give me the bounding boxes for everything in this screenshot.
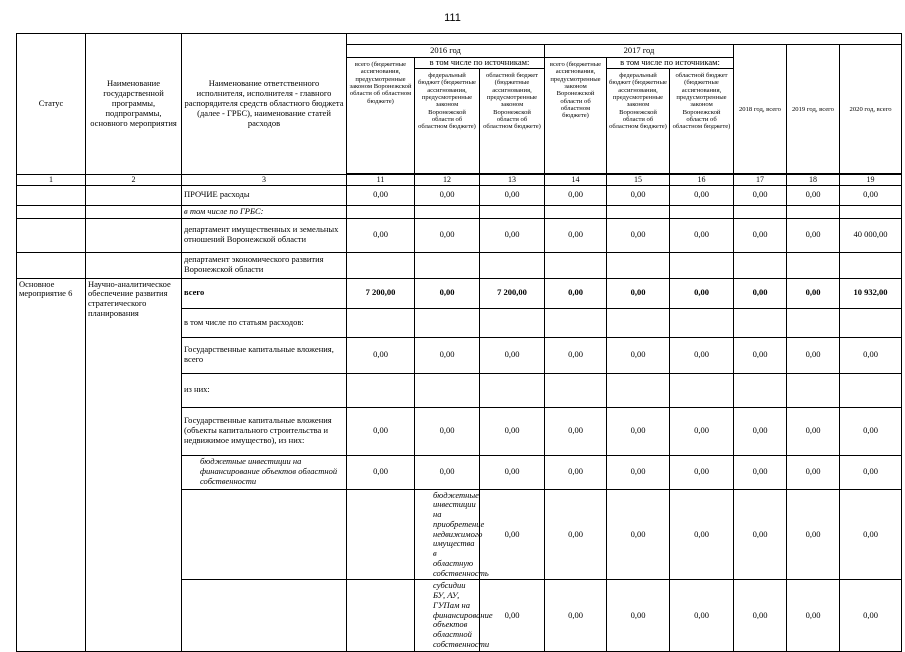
col-num: 2 (86, 174, 182, 185)
value-cell: 0,00 (545, 185, 607, 205)
program-cell-main-activity-6: Научно-аналитическое обеспечение развития стратегического планирования (86, 278, 182, 651)
budget-table (16, 33, 902, 652)
header-executor: Наименование ответственного исполнителя, исполнителя - главного распорядителя средств областного бюджета (далее - ГРБС), наименование статей расходов (182, 34, 347, 175)
value-cell: 0,00 (840, 489, 902, 580)
row-label: департамент экономического развития Воронежской области (182, 252, 347, 278)
value-cell: 0,00 (415, 455, 480, 489)
row-label: в том числе по ГРБС: (182, 205, 347, 218)
row-label: ПРОЧИЕ расходы (182, 185, 347, 205)
value-cell: 0,00 (607, 278, 670, 308)
program-cell (86, 218, 182, 252)
status-cell (182, 580, 347, 651)
header-col16: областной бюджет (бюджетные ассигнования, предусмотренные законом Воронежской области об областном бюджете) (670, 68, 734, 173)
table-row (17, 205, 902, 218)
value-cell: 0,00 (787, 407, 840, 455)
row-label: всего (182, 278, 347, 308)
value-cell: 0,00 (734, 455, 787, 489)
value-cell: 10 932,00 (840, 278, 902, 308)
value-cell: 0,00 (545, 218, 607, 252)
value-cell: 0,00 (347, 337, 415, 373)
page-number: 111 (444, 12, 461, 24)
header-year-2016: 2016 год (347, 45, 545, 58)
row-label: бюджетные инвестиции на приобретение недвижимого имущества в областную собственность (415, 489, 480, 580)
table-row (17, 185, 902, 205)
value-cell: 0,00 (734, 218, 787, 252)
value-cell: 0,00 (787, 455, 840, 489)
col-num: 1 (17, 174, 86, 185)
header-col17: 2018 год, всего (734, 45, 787, 174)
value-cell: 7 200,00 (347, 278, 415, 308)
value-cell: 0,00 (347, 218, 415, 252)
value-cell: 0,00 (480, 185, 545, 205)
value-cell: 0,00 (607, 580, 670, 651)
value-cell: 0,00 (670, 455, 734, 489)
col-num: 11 (347, 174, 415, 185)
value-cell: 0,00 (480, 337, 545, 373)
header-col18: 2019 год, всего (787, 45, 840, 174)
value-cell: 0,00 (480, 218, 545, 252)
row-label: Государственные капитальные вложения, всего (182, 337, 347, 373)
value-cell: 0,00 (840, 337, 902, 373)
header-col11: всего (бюджетные ассигнования, предусмотренные законом Воронежской области об областном бюджете) (347, 57, 415, 173)
value-cell: 0,00 (840, 407, 902, 455)
status-cell-main-activity-6: Основное мероприятие 6 (17, 278, 86, 651)
col-num: 15 (607, 174, 670, 185)
header-program: Наименование государственной программы, подпрограммы, основного мероприятия (86, 34, 182, 175)
row-label: в том числе по статьям расходов: (182, 308, 347, 337)
row-label: бюджетные инвестиции на финансирование объектов областной собственности (182, 455, 347, 489)
value-cell: 0,00 (545, 580, 607, 651)
value-cell: 0,00 (670, 580, 734, 651)
row-label: субсидии БУ, АУ, ГУПам на финансирование объектов областной собственности (415, 580, 480, 651)
value-cell: 0,00 (670, 218, 734, 252)
col-num: 19 (840, 174, 902, 185)
value-cell: 0,00 (840, 185, 902, 205)
status-cell (17, 205, 86, 218)
value-cell: 0,00 (670, 278, 734, 308)
value-cell: 0,00 (347, 407, 415, 455)
value-cell: 0,00 (607, 185, 670, 205)
row-label: департамент имущественных и земельных отношений Воронежской области (182, 218, 347, 252)
value-cell: 0,00 (787, 278, 840, 308)
header-col19: 2020 год, всего (840, 45, 902, 174)
program-cell (86, 185, 182, 205)
column-numbers-row (17, 174, 902, 185)
value-cell: 0,00 (787, 489, 840, 580)
header-col13: областной бюджет (бюджетные ассигнования, предусмотренные законом Воронежской области об областном бюджете) (480, 68, 545, 173)
value-cell: 0,00 (607, 455, 670, 489)
header-col15: федеральный бюджет (бюджетные ассигнования, предусмотренные законом Воронежской области об областном бюджете) (607, 68, 670, 173)
value-cell: 0,00 (545, 337, 607, 373)
value-cell: 0,00 (734, 407, 787, 455)
value-cell: 0,00 (415, 337, 480, 373)
value-cell: 0,00 (607, 337, 670, 373)
status-cell (17, 218, 86, 252)
value-cell: 0,00 (840, 580, 902, 651)
value-cell: 0,00 (734, 580, 787, 651)
value-cell: 0,00 (545, 455, 607, 489)
value-cell: 0,00 (415, 407, 480, 455)
header-blank-row (347, 34, 902, 45)
row-label: Государственные капитальные вложения (объекты капитального строительства и недвижимое имущество), из них: (182, 407, 347, 455)
value-cell: 0,00 (787, 218, 840, 252)
row-label: из них: (182, 373, 347, 407)
col-num: 14 (545, 174, 607, 185)
value-cell: 0,00 (670, 489, 734, 580)
header-status: Статус (17, 34, 86, 175)
value-cell: 0,00 (415, 185, 480, 205)
table-row (17, 252, 902, 278)
header-year-2017: 2017 год (545, 45, 734, 58)
header-sources-2017: в том числе по источникам: (607, 57, 734, 68)
col-num: 18 (787, 174, 840, 185)
value-cell: 0,00 (347, 455, 415, 489)
program-cell (86, 252, 182, 278)
value-cell: 0,00 (734, 489, 787, 580)
table-row (17, 218, 902, 252)
value-cell: 0,00 (670, 337, 734, 373)
header-col12: федеральный бюджет (бюджетные ассигнования, предусмотренные законом Воронежской области об областном бюджете) (415, 68, 480, 173)
value-cell: 0,00 (480, 407, 545, 455)
header-sources-2016: в том числе по источникам: (415, 57, 545, 68)
value-cell: 0,00 (607, 218, 670, 252)
col-num: 13 (480, 174, 545, 185)
header-col14: всего (бюджетные ассигнования, предусмотренные законом Воронежской области об областном бюджете) (545, 57, 607, 173)
value-cell: 0,00 (480, 455, 545, 489)
value-cell: 0,00 (607, 489, 670, 580)
value-cell: 0,00 (415, 278, 480, 308)
value-cell: 0,00 (545, 278, 607, 308)
value-cell: 0,00 (415, 218, 480, 252)
program-cell (86, 205, 182, 218)
value-cell: 0,00 (545, 489, 607, 580)
col-num: 3 (182, 174, 347, 185)
program-cell (347, 580, 415, 651)
value-cell: 0,00 (734, 185, 787, 205)
value-cell: 0,00 (840, 455, 902, 489)
col-num: 12 (415, 174, 480, 185)
status-cell (17, 252, 86, 278)
value-cell: 7 200,00 (480, 278, 545, 308)
program-cell (347, 489, 415, 580)
value-cell: 0,00 (670, 407, 734, 455)
value-cell: 0,00 (347, 185, 415, 205)
value-cell: 0,00 (734, 278, 787, 308)
value-cell: 0,00 (734, 337, 787, 373)
value-cell: 0,00 (787, 337, 840, 373)
value-cell: 0,00 (787, 185, 840, 205)
value-cell: 0,00 (480, 580, 545, 651)
value-cell: 0,00 (480, 489, 545, 580)
value-cell: 0,00 (607, 407, 670, 455)
status-cell (17, 185, 86, 205)
value-cell: 0,00 (545, 407, 607, 455)
col-num: 16 (670, 174, 734, 185)
status-cell (182, 489, 347, 580)
value-cell: 0,00 (787, 580, 840, 651)
col-num: 17 (734, 174, 787, 185)
value-cell: 0,00 (670, 185, 734, 205)
table-row (17, 278, 902, 308)
value-cell: 40 000,00 (840, 218, 902, 252)
